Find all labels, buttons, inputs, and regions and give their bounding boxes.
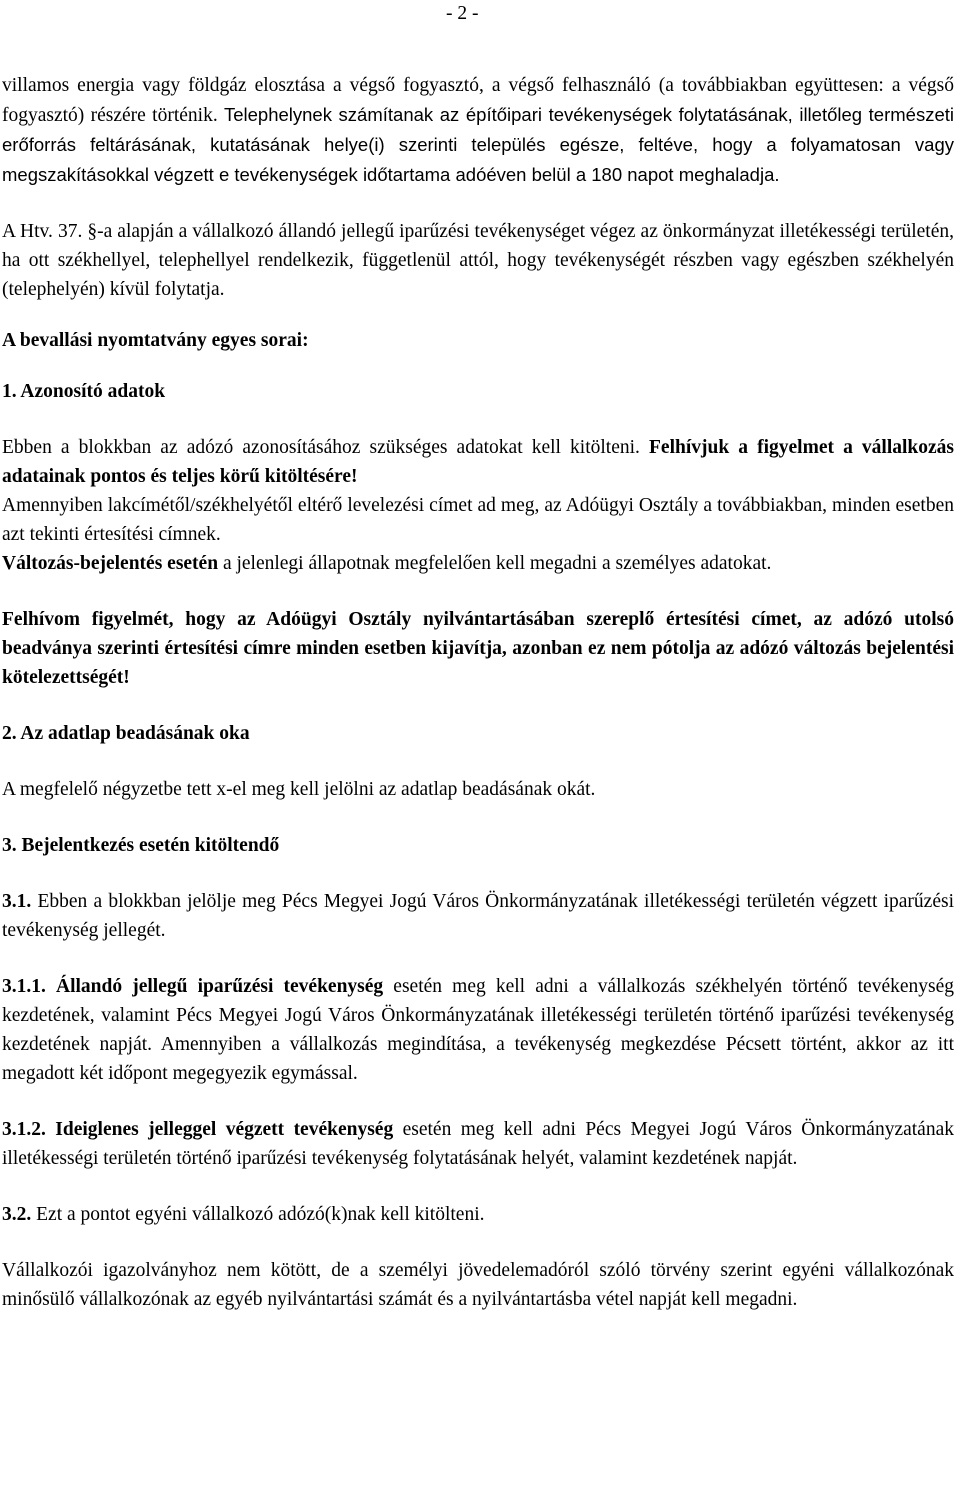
paragraph-change-notification-text: a jelenlegi állapotnak megfelelően kell megadni a személyes adatokat. — [218, 553, 772, 574]
paragraph-3-1 — [2, 887, 954, 945]
paragraph-3-1-2 — [2, 1115, 954, 1173]
paragraph-telephely-sans: Telephelynek számítanak az építőipari tevékenységek folytatásának, illetőleg természeti erőforrás feltárásának, kutatásának helye(i) szerinti település egésze, feltéve, hogy a folyamatosan vagy megszakításokkal végzett e tevékenységek időtartama adóéven belül a 180 napot meghaladja. — [2, 104, 954, 185]
heading-section-1: 1. Azonosító adatok — [2, 381, 166, 402]
paragraph-htv-37: A Htv. 37. §-a alapján a vállalkozó állandó jellegű iparűzési tevékenységet végez az önkormányzat illetékességi területén, ha ott székhellyel, telephellyel rendelkezik, függetlenül attól, hogy tevékenységét részben vagy egészben székhelyén (telephelyén) kívül folytatja. — [2, 221, 954, 300]
paragraph-3-1-text: Ebben a blokkban jelölje meg Pécs Megyei Jogú Város Önkormányzatának illetékességi területén végzett iparűzési tevékenység jellegét. — [2, 891, 954, 941]
paragraph-change-notification-bold: Változás-bejelentés esetén — [2, 553, 219, 574]
paragraph-3-2-number: 3.2. — [2, 1204, 32, 1225]
paragraph-3-1-1 — [2, 972, 954, 1088]
heading-section-2: 2. Az adatlap beadásának oka — [2, 723, 250, 744]
paragraph-sole-trader: Vállalkozói igazolványhoz nem kötött, de a személyi jövedelemadóról szóló törvény szerint egyéni vállalkozónak minősülő vállalkozónak az egyéb nyilvántartási számát és a nyilvántartásba vétel napját kell megadni. — [2, 1260, 954, 1310]
paragraph-3-1-1-bold: Állandó jellegű iparűzési tevékenység — [45, 976, 384, 997]
heading-section-3: 3. Bejelentkezés esetén kitöltendő — [2, 835, 280, 856]
paragraph-3-1-1-number: 3.1.1. — [2, 976, 46, 997]
paragraph-identification-bold: Felhívjuk a figyelmet a vállalkozás adatainak pontos és teljes körű kitöltésére! — [2, 437, 955, 487]
document-body — [2, 71, 954, 1314]
paragraph-3-2-text: Ezt a pontot egyéni vállalkozó adózó(k)nak kell kitölteni. — [31, 1204, 485, 1225]
paragraph-mailing-address: Amennyiben lakcímétől/székhelyétől eltérő levelezési címet ad meg, az Adóügyi Osztály a továbbiakban, minden esetben azt tekinti értesítési címnek. — [2, 495, 954, 545]
paragraph-telephely-serif: villamos energia vagy földgáz elosztása a végső fogyasztó, a végső felhasználó (a továbbiakban együttesen: a végső fogyasztó) részére történik. — [2, 75, 954, 126]
page-number: - 2 - — [446, 3, 479, 24]
paragraph-3-2 — [2, 1200, 954, 1229]
paragraph-submission-reason: A megfelelő négyzetbe tett x-el meg kell jelölni az adatlap beadásának okát. — [2, 779, 596, 800]
paragraph-3-1-2-number: 3.1.2. — [2, 1119, 46, 1140]
paragraph-3-1-1-text: esetén meg kell adni a vállalkozás székhelyén történő tevékenység kezdetének, valamint Pécs Megyei Jogú Város Önkormányzatának illetékességi területén történő iparűzési tevékenység kezdetének napját. Amennyiben a vállalkozás megindítása, a tevékenység megkezdése Pécsett történt, akkor az itt megadott két időpont megegyezik egymással. — [2, 976, 954, 1084]
paragraph-telephely — [2, 71, 954, 190]
heading-form-rows: A bevallási nyomtatvány egyes sorai: — [2, 330, 309, 351]
paragraph-identification-text: Ebben a blokkban az adózó azonosításához szükséges adatokat kell kitölteni. — [2, 437, 649, 458]
paragraph-3-1-number: 3.1. — [2, 891, 32, 912]
paragraph-3-1-2-bold: Ideiglenes jelleggel végzett tevékenység — [45, 1119, 394, 1140]
paragraph-identification — [2, 433, 954, 491]
paragraph-notice-warning: Felhívom figyelmét, hogy az Adóügyi Osztály nyilvántartásában szereplő értesítési címet, az adózó utolsó beadványa szerinti értesítési címre minden esetben kijavítja, azonban ez nem pótolja az adózó változás bejelentési kötelezettségét! — [2, 609, 954, 688]
paragraph-3-1-2-text: esetén meg kell adni Pécs Megyei Jogú Város Önkormányzatának illetékességi területén történő iparűzési tevékenység folytatásának helyét, valamint kezdetének napját. — [2, 1119, 954, 1169]
paragraph-change-notification — [2, 549, 954, 578]
